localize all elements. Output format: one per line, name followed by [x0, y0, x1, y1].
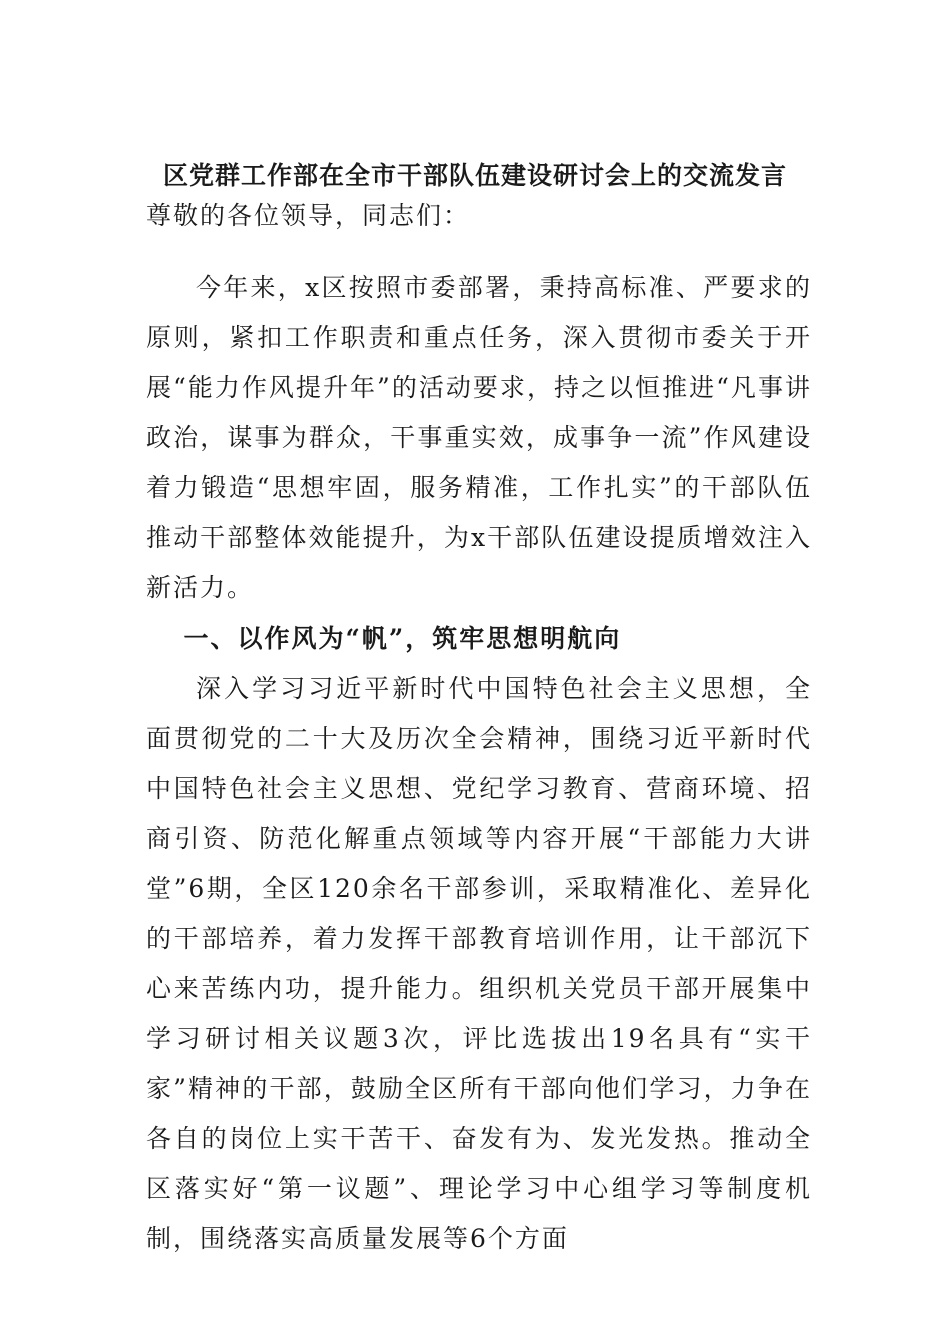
salutation: 尊敬的各位领导，同志们： — [146, 201, 471, 230]
paragraph-intro: 今年来，x区按照市委部署，秉持高标准、严要求的原则，紧扣工作职责和重点任务，深入贯彻市委关于开展“能力作风提升年”的活动要求，持之以恒推进“凡事讲政治，谋事为群众，干事重实效，成事争一流”作风建设着力锻造“思想牢固，服务精准，工作扎实”的干部队伍推动干部整体效能提升，为x干部队伍建设提质增效注入新活力。 — [146, 273, 812, 602]
paragraph-section-1: 深入学习习近平新时代中国特色社会主义思想，全面贯彻党的二十大及历次全会精神，围绕习近平新时代中国特色社会主义思想、党纪学习教育、营商环境、招商引资、防范化解重点领域等内容开展“干部能力大讲堂”6期，全区120余名干部参训，采取精准化、差异化的干部培养，着力发挥干部教育培训作用，让干部沉下心来苦练内功，提升能力。组织机关党员干部开展集中学习研讨相关议题3次，评比选拔出19名具有“实干家”精神的干部，鼓励全区所有干部向他们学习，力争在各自的岗位上实干苦干、奋发有为、发光发热。推动全区落实好“第一议题”、理论学习中心组学习等制度机制，围绕落实高质量发展等6个方面 — [146, 674, 812, 1253]
document-title: 区党群工作部在全市干部队伍建设研讨会上的交流发言 — [162, 161, 787, 190]
section-heading-1: 一、以作风为“帆”，筑牢思想明航向 — [183, 624, 622, 653]
